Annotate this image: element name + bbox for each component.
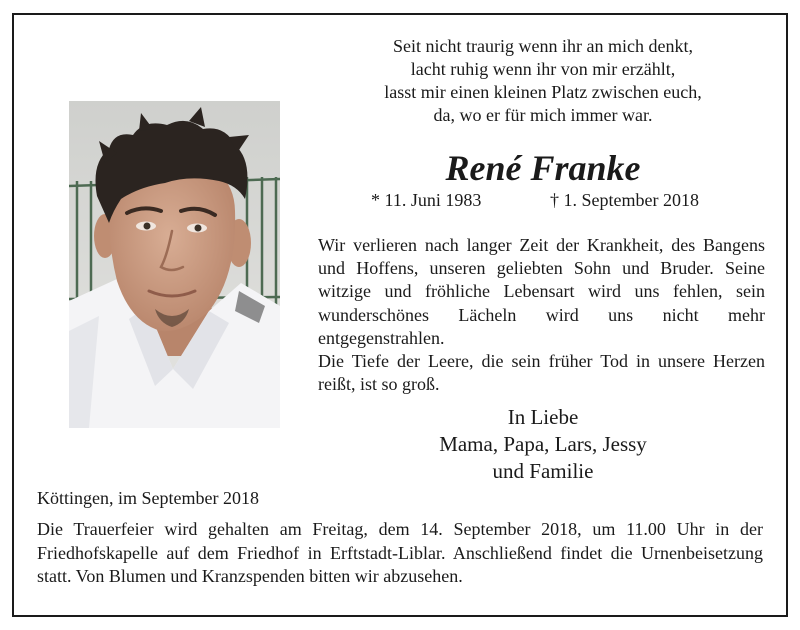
signoff-line: und Familie bbox=[492, 459, 594, 483]
ceremony-notice: Die Trauerfeier wird gehalten am Freitag, dem 14. September 2018, um 11.00 Uhr in der Friedhofskapelle auf dem Friedhof in Erftstadt-Liblar. Anschließend findet die Urnenbeisetzung statt. Von Blumen und Kranzspenden bitten wir abzusehen. bbox=[37, 519, 763, 586]
family-signoff bbox=[318, 404, 768, 485]
portrait-illustration bbox=[69, 101, 280, 428]
signoff-line: In Liebe bbox=[507, 405, 579, 429]
life-dates bbox=[318, 189, 768, 211]
portrait-photo bbox=[69, 101, 280, 428]
obituary-message bbox=[318, 234, 765, 396]
deceased-name: René Franke bbox=[445, 148, 641, 188]
poem-line: lasst mir einen kleinen Platz zwischen euch, bbox=[384, 82, 702, 102]
death-date: † 1. September 2018 bbox=[550, 190, 699, 210]
poem bbox=[318, 35, 768, 127]
poem-line: da, wo er für mich immer war. bbox=[433, 105, 653, 125]
birth-date: * 11. Juni 1983 bbox=[371, 190, 482, 210]
signoff-line: Mama, Papa, Lars, Jessy bbox=[439, 432, 647, 456]
place-date: Köttingen, im September 2018 bbox=[37, 488, 259, 508]
message-paragraph: Wir verlieren nach langer Zeit der Krankheit, des Bangens und Hoffens, unseren geliebten Sohn und Bruder. Seine witzige und fröhliche Lebensart wird uns fehlen, sein wunderschönes Lächeln wird uns nicht mehr entgegenstrahlen. bbox=[318, 235, 765, 348]
poem-line: lacht ruhig wenn ihr von mir erzählt, bbox=[410, 59, 676, 79]
message-paragraph: Die Tiefe der Leere, die sein früher Tod in unsere Herzen reißt, ist so groß. bbox=[318, 351, 765, 395]
poem-line: Seit nicht traurig wenn ihr an mich denkt, bbox=[393, 36, 693, 56]
